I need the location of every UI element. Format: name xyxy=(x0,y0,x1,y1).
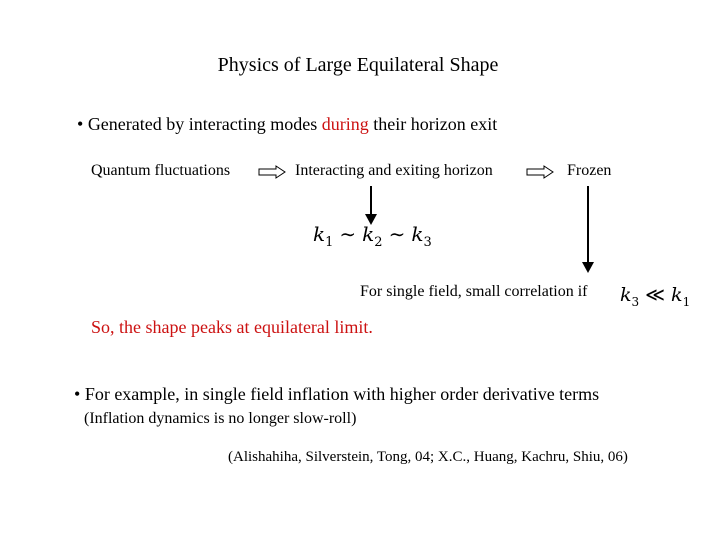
sim-symbol: ∼ xyxy=(339,222,357,246)
subscript: 2 xyxy=(374,235,383,250)
references-text: (Alishahiha, Silverstein, Tong, 04; X.C., Huang, Kachru, Shiu, 06) xyxy=(228,449,628,465)
k-symbol: k xyxy=(313,222,326,246)
conclusion-text: So, the shape peaks at equilateral limit. xyxy=(91,317,373,337)
condition-math xyxy=(620,284,690,309)
equilateral-equation xyxy=(313,222,432,250)
down-arrow-icon xyxy=(580,186,596,274)
bullet1-text-before: Generated by interacting modes xyxy=(87,114,318,134)
sim-symbol: ∼ xyxy=(388,222,406,246)
subscript: 1 xyxy=(682,294,691,309)
bullet2-text: For example, in single field inflation with higher order derivative terms xyxy=(84,384,600,404)
down-arrow-icon xyxy=(363,186,379,226)
much-less-symbol: ≪ xyxy=(645,284,666,306)
bullet1-text-after: their horizon exit xyxy=(373,114,498,134)
k-symbol: k xyxy=(362,222,375,246)
bullet-marker: • xyxy=(77,114,84,134)
subscript: 3 xyxy=(631,294,640,309)
subnote-text: (Inflation dynamics is no longer slow-roll) xyxy=(84,410,357,427)
k-symbol: k xyxy=(411,222,424,246)
slide-title: Physics of Large Equilateral Shape xyxy=(217,54,499,76)
flow-step-quantum-fluctuations: Quantum fluctuations xyxy=(91,162,231,179)
k-symbol: k xyxy=(671,284,683,306)
subscript: 1 xyxy=(325,235,334,250)
right-arrow-icon xyxy=(526,165,554,179)
subscript: 3 xyxy=(423,235,432,250)
bullet-marker: • xyxy=(74,384,81,404)
bullet-for-example xyxy=(74,384,599,405)
bullet1-highlight: during xyxy=(321,114,369,134)
condition-text: For single field, small correlation if xyxy=(360,283,588,300)
bullet-generated-by xyxy=(77,114,497,135)
flow-step-interacting: Interacting and exiting horizon xyxy=(295,162,493,179)
k-symbol: k xyxy=(620,284,632,306)
right-arrow-icon xyxy=(258,165,286,179)
flow-step-frozen: Frozen xyxy=(567,162,612,179)
